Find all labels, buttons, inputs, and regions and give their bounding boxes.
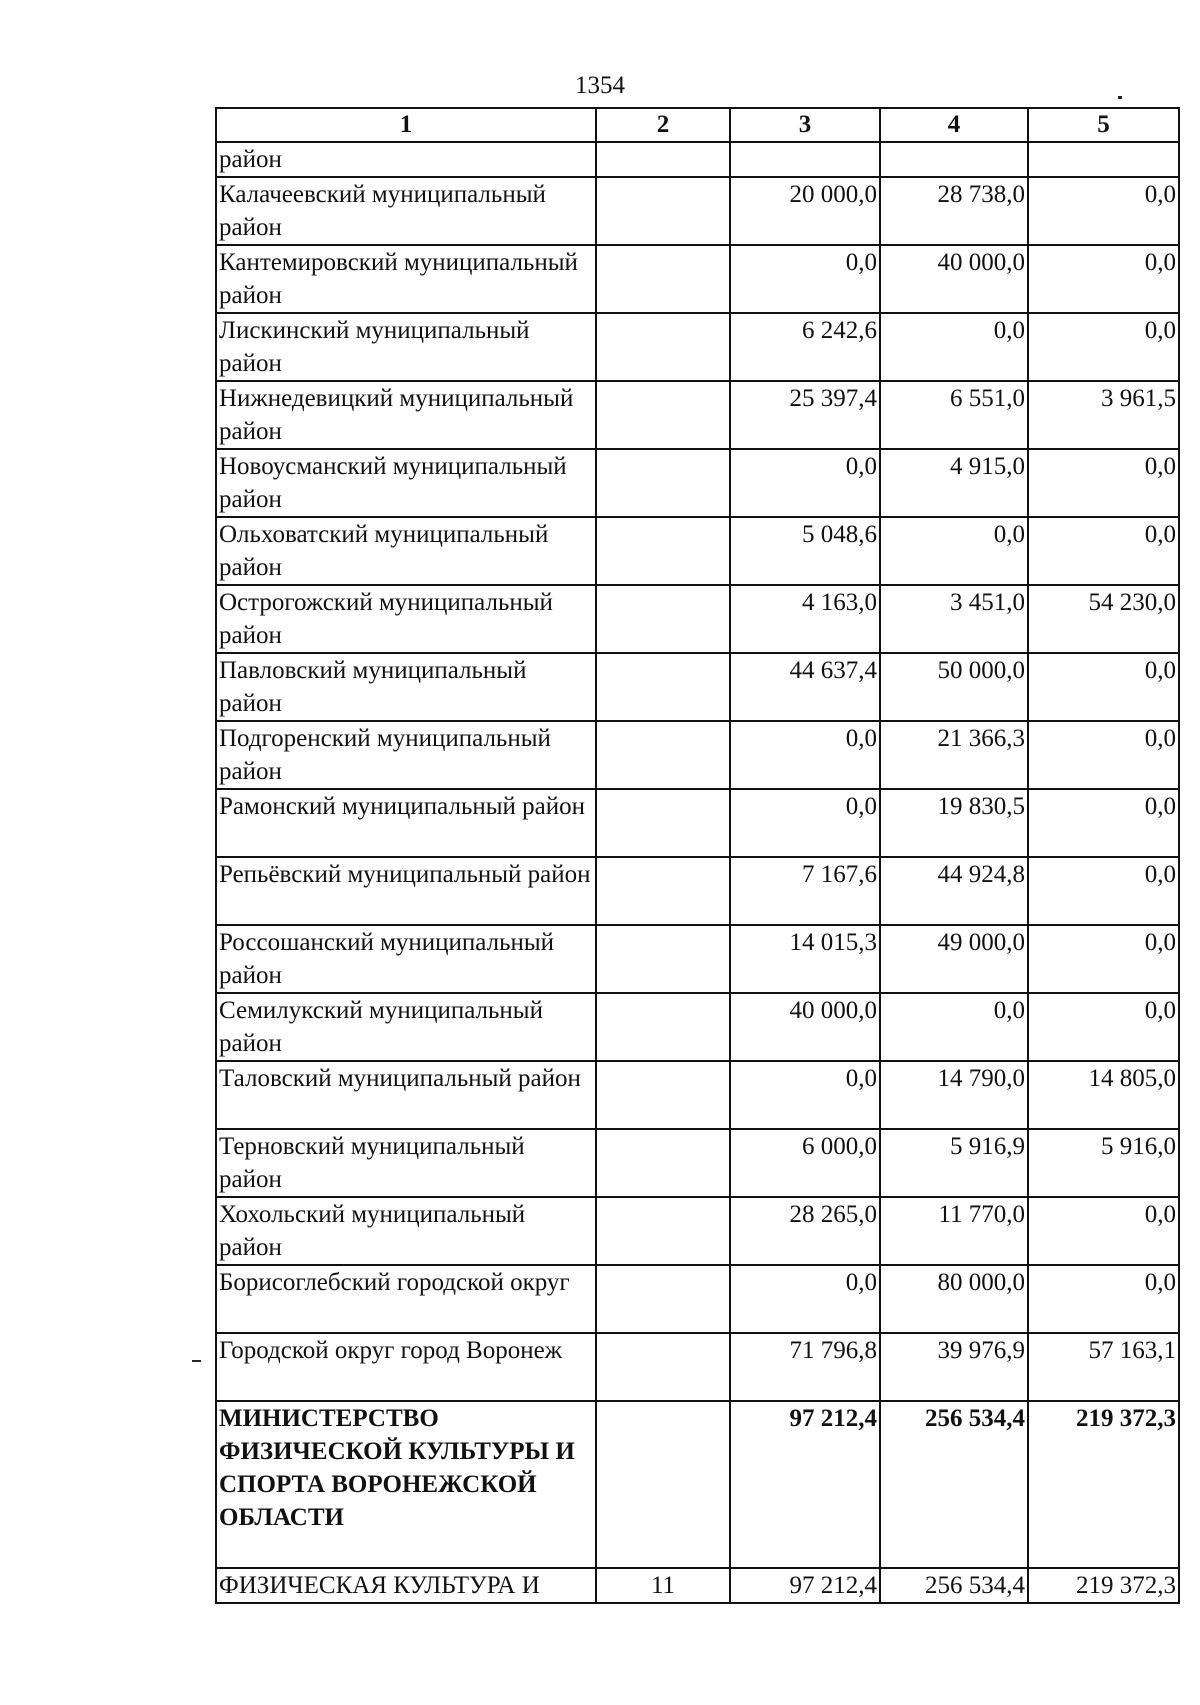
row-value-4: 11 770,0 — [880, 1197, 1028, 1265]
row-name: Таловский муниципальный район — [216, 1061, 596, 1129]
table-row — [216, 585, 1179, 653]
table-row — [216, 1333, 1179, 1401]
table-row — [216, 1568, 1179, 1603]
row-name: Острогожский муниципальный район — [216, 585, 596, 653]
row-value-5: 14 805,0 — [1028, 1061, 1179, 1129]
row-name: Рамонский муниципальный район — [216, 789, 596, 857]
row-value-3: 71 796,8 — [730, 1333, 880, 1401]
row-code — [596, 653, 730, 721]
row-value-4: 50 000,0 — [880, 653, 1028, 721]
row-value-5: 0,0 — [1028, 449, 1179, 517]
row-name: Семилукский муниципальный район — [216, 993, 596, 1061]
row-value-4: 49 000,0 — [880, 925, 1028, 993]
row-value-4: 44 924,8 — [880, 857, 1028, 925]
row-name: Терновский муниципальный район — [216, 1129, 596, 1197]
header-row — [216, 108, 1179, 142]
row-value-5: 0,0 — [1028, 925, 1179, 993]
table-row — [216, 925, 1179, 993]
scan-speck — [1118, 96, 1122, 99]
column-header: 1 — [216, 108, 596, 142]
row-value-3: 7 167,6 — [730, 857, 880, 925]
row-value-5: 5 916,0 — [1028, 1129, 1179, 1197]
row-value-5: 0,0 — [1028, 245, 1179, 313]
row-value-4: 39 976,9 — [880, 1333, 1028, 1401]
row-code — [596, 1061, 730, 1129]
row-value-3: 0,0 — [730, 1061, 880, 1129]
row-code — [596, 142, 730, 177]
row-value-3: 0,0 — [730, 1265, 880, 1333]
table-row — [216, 1197, 1179, 1265]
row-name: Городской округ город Воронеж — [216, 1333, 596, 1401]
table-row — [216, 1061, 1179, 1129]
table-row — [216, 142, 1179, 177]
page-number: 1354 — [575, 72, 625, 99]
table-row — [216, 789, 1179, 857]
row-code — [596, 1401, 730, 1568]
scan-speck — [192, 1360, 201, 1362]
column-header: 4 — [880, 108, 1028, 142]
table-row — [216, 857, 1179, 925]
row-value-4: 19 830,5 — [880, 789, 1028, 857]
row-value-3: 25 397,4 — [730, 381, 880, 449]
row-value-5: 0,0 — [1028, 653, 1179, 721]
row-value-5: 54 230,0 — [1028, 585, 1179, 653]
row-value-3: 40 000,0 — [730, 993, 880, 1061]
row-name: Лискинский муниципальный район — [216, 313, 596, 381]
row-value-4: 256 534,4 — [880, 1568, 1028, 1603]
row-name: Борисоглебский городской округ — [216, 1265, 596, 1333]
table-row — [216, 1265, 1179, 1333]
row-name: ФИЗИЧЕСКАЯ КУЛЬТУРА И — [216, 1568, 596, 1603]
budget-table — [215, 107, 1180, 1604]
table-row — [216, 449, 1179, 517]
row-value-3: 6 242,6 — [730, 313, 880, 381]
row-value-5: 0,0 — [1028, 517, 1179, 585]
row-name: район — [216, 142, 596, 177]
row-value-3: 97 212,4 — [730, 1568, 880, 1603]
row-name: Калачеевский муниципальный район — [216, 177, 596, 245]
row-value-4: 14 790,0 — [880, 1061, 1028, 1129]
row-value-5: 219 372,3 — [1028, 1401, 1179, 1568]
row-name: Хохольский муниципальный район — [216, 1197, 596, 1265]
row-code — [596, 721, 730, 789]
row-value-3: 4 163,0 — [730, 585, 880, 653]
row-value-5: 0,0 — [1028, 721, 1179, 789]
row-code — [596, 245, 730, 313]
row-value-3: 0,0 — [730, 449, 880, 517]
table-row — [216, 993, 1179, 1061]
row-value-4: 28 738,0 — [880, 177, 1028, 245]
row-code — [596, 789, 730, 857]
column-header: 5 — [1028, 108, 1179, 142]
row-value-4: 21 366,3 — [880, 721, 1028, 789]
table-row — [216, 313, 1179, 381]
table-row — [216, 653, 1179, 721]
row-name: Нижнедевицкий муниципальный район — [216, 381, 596, 449]
row-value-4: 80 000,0 — [880, 1265, 1028, 1333]
row-code — [596, 1265, 730, 1333]
row-value-4: 6 551,0 — [880, 381, 1028, 449]
row-name: Подгоренский муниципальный район — [216, 721, 596, 789]
row-value-3: 0,0 — [730, 245, 880, 313]
row-value-5: 0,0 — [1028, 1197, 1179, 1265]
row-value-3: 14 015,3 — [730, 925, 880, 993]
row-code — [596, 993, 730, 1061]
row-code — [596, 313, 730, 381]
ministry-row — [216, 1401, 1179, 1568]
row-code — [596, 1129, 730, 1197]
row-value-4: 0,0 — [880, 313, 1028, 381]
column-header: 2 — [596, 108, 730, 142]
row-code — [596, 517, 730, 585]
row-code — [596, 585, 730, 653]
row-name: МИНИСТЕРСТВО ФИЗИЧЕСКОЙ КУЛЬТУРЫ И СПОРТА ВОРОНЕЖСКОЙ ОБЛАСТИ — [216, 1401, 596, 1568]
row-value-4 — [880, 142, 1028, 177]
row-value-5: 219 372,3 — [1028, 1568, 1179, 1603]
row-name: Павловский муниципальный район — [216, 653, 596, 721]
table-row — [216, 245, 1179, 313]
row-value-3: 20 000,0 — [730, 177, 880, 245]
row-value-5: 0,0 — [1028, 993, 1179, 1061]
row-value-4: 0,0 — [880, 517, 1028, 585]
row-name: Ольховатский муниципальный район — [216, 517, 596, 585]
row-code — [596, 925, 730, 993]
column-header: 3 — [730, 108, 880, 142]
row-name: Репьёвский муниципальный район — [216, 857, 596, 925]
row-value-4: 5 916,9 — [880, 1129, 1028, 1197]
row-value-3: 44 637,4 — [730, 653, 880, 721]
row-name: Новоусманский муниципальный район — [216, 449, 596, 517]
row-value-5: 0,0 — [1028, 789, 1179, 857]
row-value-5: 3 961,5 — [1028, 381, 1179, 449]
row-code — [596, 857, 730, 925]
row-value-4: 3 451,0 — [880, 585, 1028, 653]
row-value-3: 28 265,0 — [730, 1197, 880, 1265]
row-code — [596, 381, 730, 449]
row-value-4: 4 915,0 — [880, 449, 1028, 517]
row-code — [596, 177, 730, 245]
row-value-5: 0,0 — [1028, 1265, 1179, 1333]
table-row — [216, 517, 1179, 585]
row-value-3: 5 048,6 — [730, 517, 880, 585]
row-value-4: 256 534,4 — [880, 1401, 1028, 1568]
row-code — [596, 1197, 730, 1265]
row-code — [596, 449, 730, 517]
row-value-5: 57 163,1 — [1028, 1333, 1179, 1401]
row-value-5: 0,0 — [1028, 857, 1179, 925]
row-name: Россошанский муниципальный район — [216, 925, 596, 993]
table-row — [216, 177, 1179, 245]
table-row — [216, 1129, 1179, 1197]
row-name: Кантемировский муниципальный район — [216, 245, 596, 313]
row-value-4: 0,0 — [880, 993, 1028, 1061]
row-value-5: 0,0 — [1028, 313, 1179, 381]
row-value-3: 6 000,0 — [730, 1129, 880, 1197]
row-value-5: 0,0 — [1028, 177, 1179, 245]
row-code: 11 — [596, 1568, 730, 1603]
row-value-3: 0,0 — [730, 721, 880, 789]
table-row — [216, 381, 1179, 449]
row-code — [596, 1333, 730, 1401]
table-row — [216, 721, 1179, 789]
row-value-3: 0,0 — [730, 789, 880, 857]
row-value-4: 40 000,0 — [880, 245, 1028, 313]
row-value-5 — [1028, 142, 1179, 177]
row-value-3: 97 212,4 — [730, 1401, 880, 1568]
row-value-3 — [730, 142, 880, 177]
